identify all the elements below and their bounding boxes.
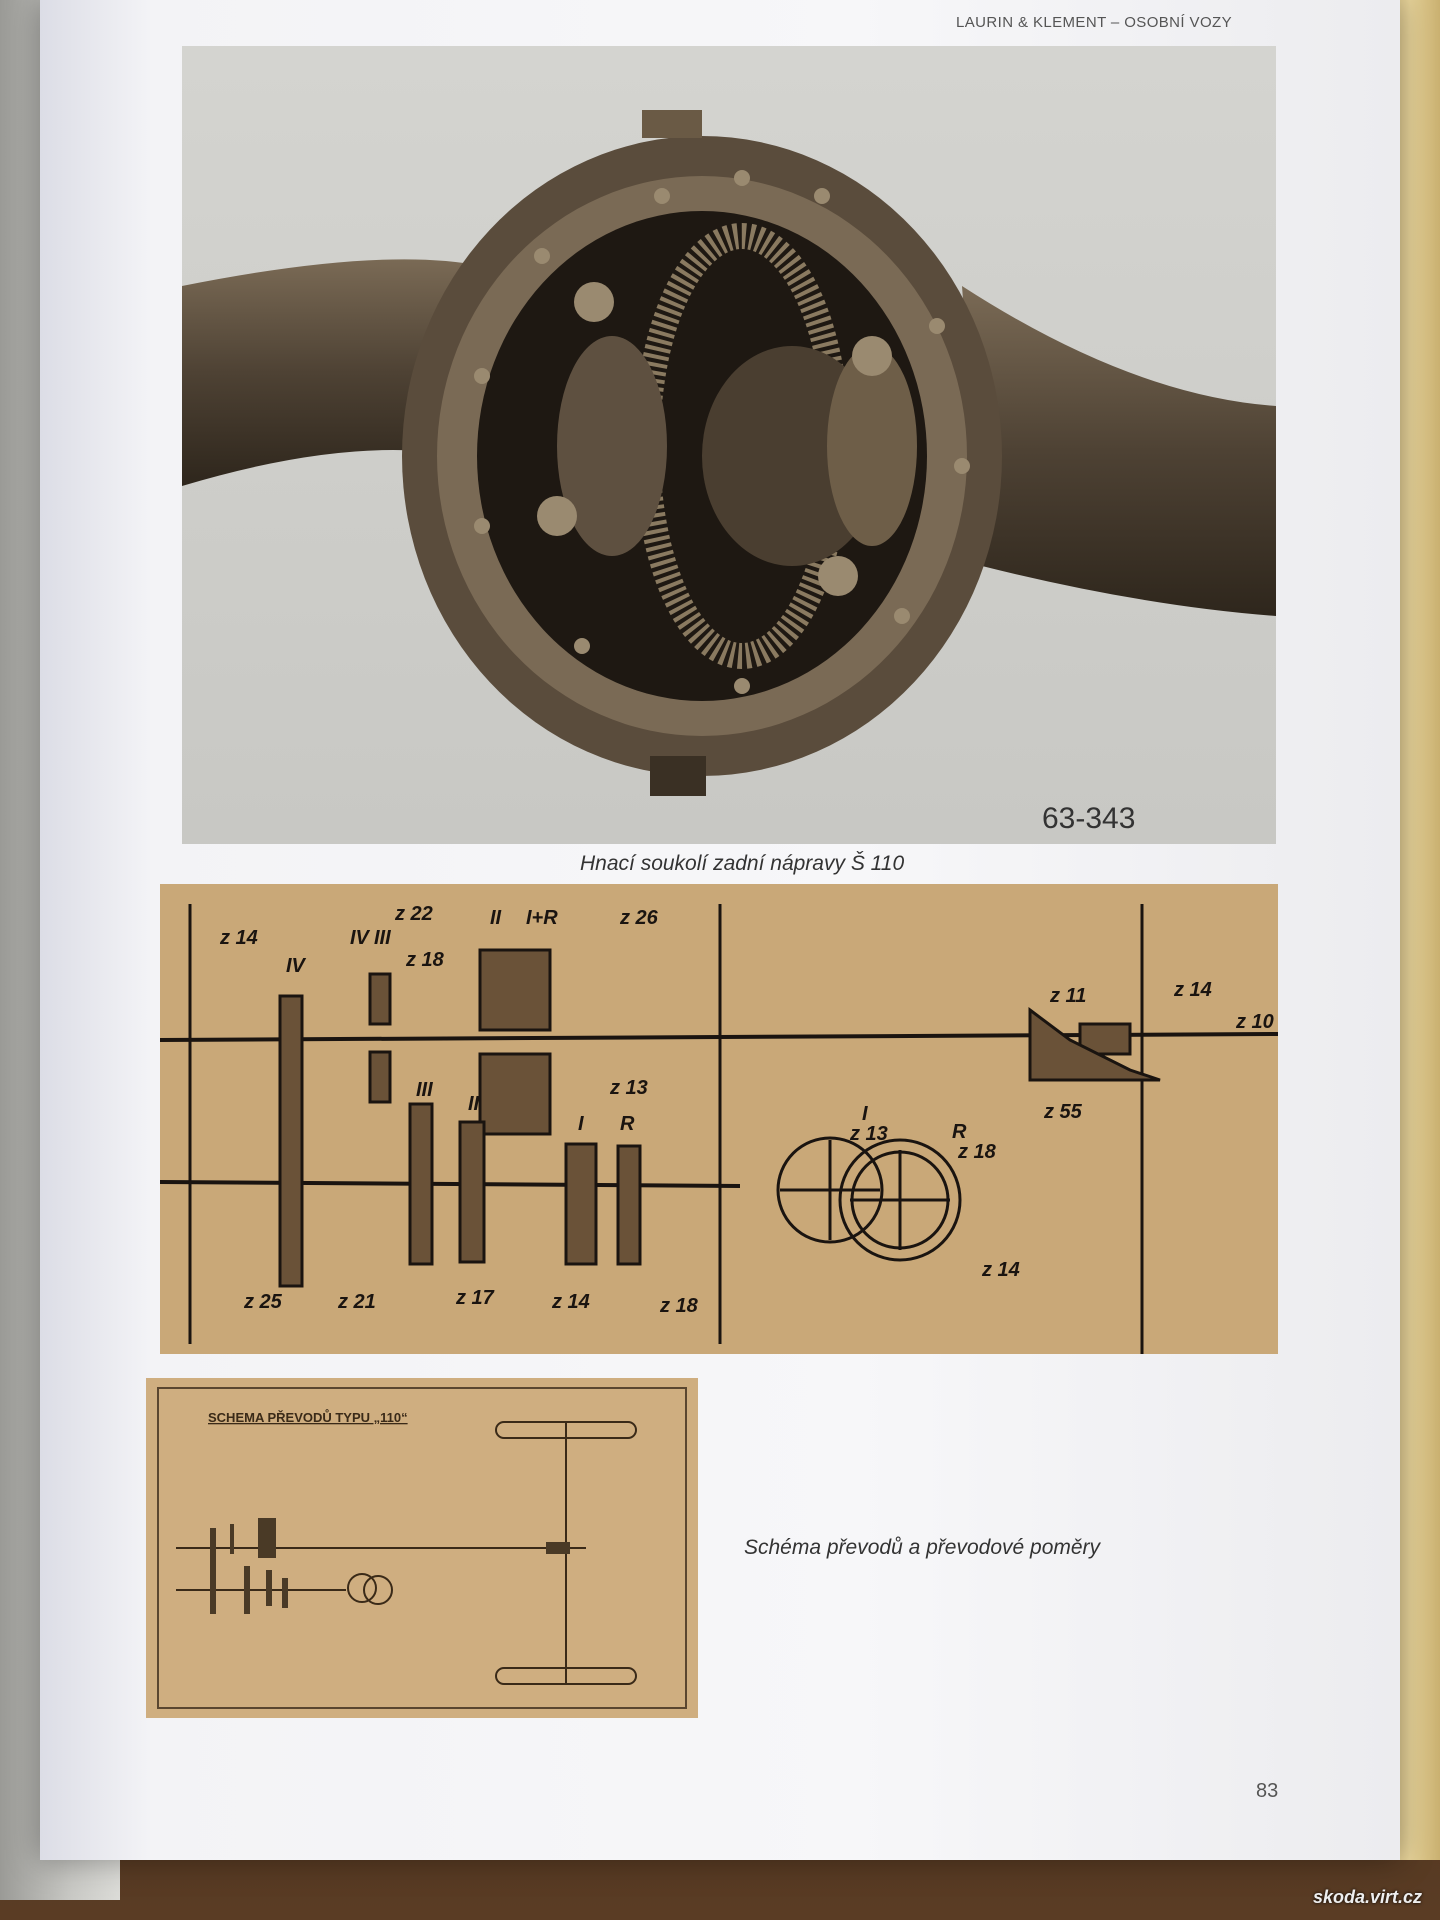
label-z14b: z 14 xyxy=(1174,979,1212,1001)
watermark: skoda.virt.cz xyxy=(1312,1887,1422,1907)
schema-title: SCHEMA PŘEVODŮ TYPU „110“ xyxy=(208,1410,408,1425)
label-ii-top: II xyxy=(490,907,502,929)
label-iii-b: III xyxy=(416,1079,433,1101)
bottom-drain xyxy=(650,756,706,796)
label-iii-a: III xyxy=(374,927,391,949)
label-z22: z 22 xyxy=(395,903,433,925)
label-r-b: R xyxy=(620,1113,635,1135)
label-iv-iii: IV xyxy=(350,927,369,949)
label-z14c: z 14 xyxy=(552,1291,590,1313)
label-z11: z 11 xyxy=(1050,985,1087,1007)
gear-wheel-circles xyxy=(778,1138,960,1260)
gear-schema xyxy=(146,1378,698,1718)
label-z18b: z 18 xyxy=(958,1141,996,1163)
gear-schema-svg xyxy=(146,1378,698,1718)
schema-caption: Schéma převodů a převodové poměry xyxy=(744,1536,1101,1559)
label-ii-b: II xyxy=(468,1093,480,1115)
top-plug xyxy=(642,110,702,138)
label-z18c: z 18 xyxy=(660,1295,698,1317)
label-i-b: I xyxy=(578,1113,584,1135)
label-z17: z 17 xyxy=(456,1287,494,1309)
label-z26: z 26 xyxy=(620,907,658,929)
right-axle-arm xyxy=(962,286,1276,616)
negative-number: 63-343 xyxy=(1042,802,1136,835)
running-head: LAURIN & KLEMENT – OSOBNÍ VOZY xyxy=(956,14,1232,31)
label-iv-top: IV xyxy=(286,955,305,977)
photo-caption: Hnací soukolí zadní nápravy Š 110 xyxy=(580,852,905,875)
page-number: 83 xyxy=(1256,1780,1279,1802)
label-z14a: z 14 xyxy=(220,927,258,949)
axle-photo xyxy=(182,46,1276,844)
label-z14d: z 14 xyxy=(982,1259,1020,1281)
label-r-c: R xyxy=(952,1121,967,1143)
label-i-c: I xyxy=(862,1103,868,1125)
gearbox-drawing-svg xyxy=(160,884,1278,1354)
label-i-r: I+R xyxy=(526,907,558,929)
label-z25: z 25 xyxy=(244,1291,282,1313)
label-z18a: z 18 xyxy=(406,949,444,971)
label-z21: z 21 xyxy=(338,1291,376,1313)
axle-photo-illustration xyxy=(182,46,1276,844)
gearbox-drawing xyxy=(160,884,1278,1354)
gear-blocks xyxy=(280,950,1130,1286)
label-z10: z 10 xyxy=(1236,1011,1274,1033)
label-z13b: z 13 xyxy=(850,1123,888,1145)
label-z55: z 55 xyxy=(1044,1101,1082,1123)
label-z13: z 13 xyxy=(610,1077,648,1099)
